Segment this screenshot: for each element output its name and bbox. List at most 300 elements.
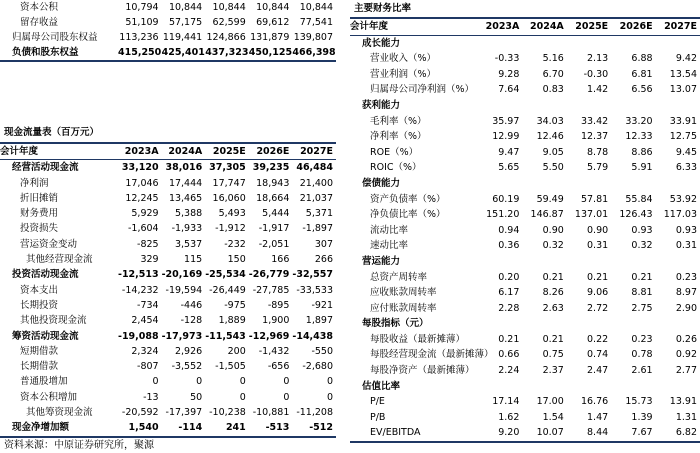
row-value: -20,592 xyxy=(121,407,159,419)
row-label: P/B xyxy=(370,411,386,423)
row-label: 长期投资 xyxy=(20,299,59,311)
row-value: 33,120 xyxy=(121,162,159,174)
row-label: 每股收益（最新摊薄） xyxy=(370,333,466,345)
row-value: -1,917 xyxy=(258,223,290,235)
row-value: -14,438 xyxy=(292,330,333,342)
row-value: 10,844 xyxy=(256,2,290,13)
row-value: 17,046 xyxy=(125,177,159,189)
row-value: 131,879 xyxy=(250,32,290,43)
row-value: 59.49 xyxy=(536,193,564,205)
row-value: 12.33 xyxy=(625,131,653,143)
table-row xyxy=(350,51,700,67)
table-row xyxy=(350,332,700,348)
row-value: -19,088 xyxy=(118,330,159,342)
table-row xyxy=(0,298,336,313)
row-label: 投资损失 xyxy=(20,223,59,235)
row-value: 0.21 xyxy=(498,333,520,345)
row-label: 每股经营现金流（最新摊薄） xyxy=(370,349,494,361)
row-value: 7.64 xyxy=(498,84,520,96)
row-value: -1,604 xyxy=(127,223,159,235)
row-value: 9.06 xyxy=(587,287,609,299)
row-value: -807 xyxy=(137,361,159,373)
row-label: 资本公积 xyxy=(20,2,59,13)
row-value: 6.56 xyxy=(631,84,653,96)
row-value: -3,552 xyxy=(171,361,203,373)
row-label: 现金净增加额 xyxy=(0,420,118,436)
row-value: 5.65 xyxy=(498,162,520,174)
row-value: 8.78 xyxy=(587,146,609,158)
row-label: 资本支出 xyxy=(20,284,59,296)
section-heading: 偿债能力 xyxy=(362,177,401,189)
table-row xyxy=(350,145,700,161)
table-row xyxy=(350,270,700,286)
row-value: 0.21 xyxy=(631,271,653,283)
row-value: -1,933 xyxy=(171,223,203,235)
row-value: 13.91 xyxy=(669,396,697,408)
header-year: 2024A xyxy=(522,18,566,35)
row-value: 1.39 xyxy=(631,411,653,423)
row-value: 34.03 xyxy=(536,115,564,127)
row-value: 17.00 xyxy=(536,396,564,408)
header-label: 会计年度 xyxy=(0,143,118,160)
row-value: -921 xyxy=(311,299,333,311)
table-row xyxy=(350,160,700,176)
row-value: -512 xyxy=(292,420,336,436)
table-row xyxy=(350,394,700,410)
row-value: 17,747 xyxy=(212,177,246,189)
row-value: 0.92 xyxy=(675,349,697,361)
row-value: 9.20 xyxy=(478,425,522,442)
row-value: 15.73 xyxy=(625,396,653,408)
row-value: -550 xyxy=(311,345,333,357)
header-year: 2025E xyxy=(205,143,249,160)
section-heading: 成长能力 xyxy=(362,37,401,49)
row-value: 50 xyxy=(190,391,203,403)
row-value: 1,540 xyxy=(118,420,162,436)
row-value: 17.14 xyxy=(492,396,520,408)
row-value: 200 xyxy=(227,345,246,357)
row-value: -232 xyxy=(224,238,246,250)
section-heading: 每股指标（元） xyxy=(362,318,429,330)
table-row xyxy=(350,35,700,51)
row-value: 57,175 xyxy=(168,17,203,28)
row-value: 0.32 xyxy=(542,240,564,252)
ratios-panel xyxy=(350,17,700,443)
row-label: 负债和股东权益 xyxy=(0,45,118,61)
balance-table xyxy=(0,0,336,62)
row-label: 营业收入（%） xyxy=(370,53,437,65)
table-row xyxy=(350,129,700,145)
row-label: 应收账款周转率 xyxy=(370,287,437,299)
row-value: 1.54 xyxy=(542,411,564,423)
cashflow-title: 现金流量表（百万元） xyxy=(4,127,100,138)
cashflow-table xyxy=(0,142,336,438)
table-row xyxy=(0,206,336,221)
row-value: 0.26 xyxy=(675,333,697,345)
row-value: 0 xyxy=(239,391,246,403)
row-label: 普通股增加 xyxy=(20,376,68,388)
table-row xyxy=(0,359,336,374)
row-value: -1,897 xyxy=(302,223,333,235)
row-label: 其他筹资现金流 xyxy=(26,407,93,419)
row-label: P/E xyxy=(370,396,385,408)
row-value: 8.97 xyxy=(675,287,697,299)
row-value: 1.47 xyxy=(587,411,609,423)
row-value: 0.21 xyxy=(542,333,564,345)
row-value: -13 xyxy=(143,391,159,403)
table-row xyxy=(350,67,700,83)
row-value: -11,208 xyxy=(296,407,333,419)
row-label: 流动比率 xyxy=(370,224,409,236)
row-value: 60.19 xyxy=(492,193,520,205)
row-value: 0 xyxy=(283,391,290,403)
row-value: 6.88 xyxy=(631,53,653,65)
table-row xyxy=(350,410,700,426)
table-row xyxy=(0,329,336,344)
header-year: 2026E xyxy=(611,18,655,35)
row-value: 62,599 xyxy=(212,17,246,28)
table-row xyxy=(350,285,700,301)
row-value: 0 xyxy=(152,376,159,388)
row-value: 0.74 xyxy=(587,349,609,361)
row-value: 9.28 xyxy=(498,68,520,80)
row-value: 425,401 xyxy=(162,45,206,61)
row-value: 5,493 xyxy=(218,208,246,220)
section-heading: 估值比率 xyxy=(362,380,401,392)
row-value: 0.23 xyxy=(631,333,653,345)
row-value: 55.84 xyxy=(625,193,653,205)
row-value: -14,232 xyxy=(121,284,159,296)
row-value: 151.20 xyxy=(486,209,520,221)
row-value: -11,543 xyxy=(205,330,246,342)
row-label: 归属母公司净利润（%） xyxy=(370,84,475,96)
row-value: 0.90 xyxy=(587,224,609,236)
row-value: 0 xyxy=(196,376,203,388)
row-value: 7.67 xyxy=(611,425,655,442)
row-value: 8.44 xyxy=(567,425,611,442)
row-value: 266 xyxy=(314,254,333,266)
row-label: 应付账款周转率 xyxy=(370,302,437,314)
row-value: 2.77 xyxy=(675,365,697,377)
row-value: 0 xyxy=(283,376,290,388)
row-value: 119,441 xyxy=(162,32,203,43)
table-row xyxy=(0,191,336,206)
table-row xyxy=(0,344,336,359)
row-value: -114 xyxy=(162,420,206,436)
row-value: -1,912 xyxy=(215,223,246,235)
row-value: -975 xyxy=(224,299,246,311)
table-row xyxy=(350,82,700,98)
row-label: 其他投资现金流 xyxy=(20,315,87,327)
row-value: 0.32 xyxy=(631,240,653,252)
row-value: 126.43 xyxy=(619,209,653,221)
row-value: 0.93 xyxy=(631,224,653,236)
row-value: 307 xyxy=(314,238,333,250)
table-row xyxy=(0,374,336,389)
row-value: 3,537 xyxy=(174,238,203,250)
table-row xyxy=(350,316,700,332)
table-row xyxy=(0,30,336,45)
table-row xyxy=(350,363,700,379)
table-row xyxy=(350,114,700,130)
row-value: 18,943 xyxy=(256,177,290,189)
row-value: 2,324 xyxy=(131,345,159,357)
table-row xyxy=(0,267,336,282)
header-year: 2024A xyxy=(162,143,206,160)
table-row xyxy=(350,238,700,254)
row-value: 0.93 xyxy=(675,224,697,236)
row-label: 留存收益 xyxy=(20,17,59,28)
table-row xyxy=(350,223,700,239)
source-note: 资料来源：中原证券研究所，聚源 xyxy=(4,440,154,451)
row-value: -17,397 xyxy=(165,407,203,419)
row-value: 0.75 xyxy=(542,349,564,361)
row-label: 净负债比率（%） xyxy=(370,209,446,221)
table-row xyxy=(350,176,700,192)
row-value: 37,305 xyxy=(209,162,246,174)
row-value: 6.70 xyxy=(542,68,564,80)
row-value: 139,807 xyxy=(293,32,333,43)
row-value: 13,465 xyxy=(168,192,203,204)
row-value: 2.61 xyxy=(631,365,653,377)
row-value: -17,973 xyxy=(161,330,203,342)
header-year: 2027E xyxy=(292,143,336,160)
row-value: 33.42 xyxy=(580,115,609,127)
row-value: 12.46 xyxy=(536,131,564,143)
row-value: 1,900 xyxy=(262,315,290,327)
row-value: -2,680 xyxy=(302,361,333,373)
row-value: 33.20 xyxy=(625,115,653,127)
table-row xyxy=(0,221,336,236)
row-value: -825 xyxy=(137,238,159,250)
table-row xyxy=(350,379,700,395)
header-year: 2023A xyxy=(118,143,162,160)
row-value: 16.76 xyxy=(580,396,609,408)
table-row xyxy=(350,192,700,208)
row-value: -12,969 xyxy=(248,330,290,342)
row-value: 6.33 xyxy=(675,162,697,174)
row-label: ROIC（%） xyxy=(370,162,422,174)
row-value: 10,844 xyxy=(299,2,333,13)
header-year: 2023A xyxy=(478,18,522,35)
row-value: 5,371 xyxy=(305,208,333,220)
row-value: 2.24 xyxy=(498,365,520,377)
row-value: -734 xyxy=(137,299,159,311)
row-value: -10,238 xyxy=(209,407,246,419)
table-row xyxy=(350,425,700,442)
row-value: 113,236 xyxy=(119,32,159,43)
table-row xyxy=(350,207,700,223)
row-label: 长期借款 xyxy=(20,361,59,373)
row-value: 5.16 xyxy=(542,53,564,65)
row-value: 6.82 xyxy=(656,425,700,442)
table-row xyxy=(350,98,700,114)
row-value: -2,051 xyxy=(258,238,290,250)
row-label: 归属母公司股东权益 xyxy=(12,32,98,43)
table-row xyxy=(350,347,700,363)
row-label: 短期借款 xyxy=(20,345,59,357)
row-value: 13.07 xyxy=(669,84,697,96)
balance-sheet-tail xyxy=(0,0,336,62)
row-value: 6.17 xyxy=(498,287,520,299)
row-value: 8.81 xyxy=(631,287,653,299)
cashflow-panel xyxy=(0,142,336,438)
row-value: 5,929 xyxy=(131,208,159,220)
row-value: 1.42 xyxy=(587,84,609,96)
header-year: 2025E xyxy=(567,18,611,35)
row-value: 9.05 xyxy=(542,146,564,158)
row-value: -26,779 xyxy=(248,269,290,281)
row-value: 2.47 xyxy=(587,365,609,377)
row-value: 10.07 xyxy=(522,425,566,442)
row-value: 6.81 xyxy=(631,68,653,80)
row-label: 资产负债率（%） xyxy=(370,193,446,205)
row-value: -20,169 xyxy=(161,269,203,281)
table-row xyxy=(0,160,336,176)
row-value: -19,594 xyxy=(165,284,203,296)
table-header-row xyxy=(350,18,700,35)
row-value: 450,125 xyxy=(249,45,293,61)
row-value: 241 xyxy=(205,420,249,436)
row-value: 2.37 xyxy=(542,365,564,377)
row-value: 21,037 xyxy=(299,192,333,204)
row-value: -33,533 xyxy=(296,284,333,296)
table-header-row xyxy=(0,143,336,160)
row-value: 0.94 xyxy=(498,224,520,236)
row-value: 0 xyxy=(326,391,333,403)
row-value: 5.91 xyxy=(631,162,653,174)
row-value: 46,484 xyxy=(296,162,333,174)
row-value: 17,444 xyxy=(168,177,203,189)
row-value: 2.72 xyxy=(587,302,609,314)
ratios-title: 主要财务比率 xyxy=(354,3,412,14)
row-label: EV/EBITDA xyxy=(350,425,478,442)
row-value: 16,060 xyxy=(212,192,246,204)
row-value: 0.78 xyxy=(631,349,653,361)
row-value: 1.31 xyxy=(675,411,697,423)
table-row xyxy=(0,390,336,405)
row-value: 150 xyxy=(227,254,246,266)
section-heading: 获利能力 xyxy=(362,99,401,111)
row-value: 0.36 xyxy=(498,240,520,252)
row-value: -27,785 xyxy=(252,284,290,296)
row-value: 12.99 xyxy=(492,131,520,143)
row-value: 1,897 xyxy=(305,315,333,327)
row-value: 0.23 xyxy=(675,271,697,283)
row-value: -1,505 xyxy=(215,361,246,373)
row-label: 其他经营现金流 xyxy=(26,254,93,266)
row-value: 57.81 xyxy=(580,193,609,205)
row-value: 2.13 xyxy=(587,53,609,65)
row-label: 筹资活动现金流 xyxy=(12,330,79,342)
row-value: -25,534 xyxy=(205,269,246,281)
row-value: 13.54 xyxy=(669,68,697,80)
row-value: 166 xyxy=(271,254,290,266)
row-value: -0.30 xyxy=(583,68,609,80)
row-label: 毛利率（%） xyxy=(370,115,427,127)
row-value: 5,444 xyxy=(262,208,290,220)
row-value: 2.63 xyxy=(542,302,564,314)
row-value: 1,889 xyxy=(218,315,246,327)
row-value: 117.03 xyxy=(663,209,697,221)
table-row xyxy=(0,283,336,298)
row-value: 466,398 xyxy=(292,45,336,61)
row-value: 0 xyxy=(326,376,333,388)
row-value: 0.20 xyxy=(498,271,520,283)
row-value: 8.86 xyxy=(631,146,653,158)
row-value: 2,454 xyxy=(131,315,159,327)
row-value: 33.91 xyxy=(669,115,697,127)
row-value: 10,844 xyxy=(168,2,203,13)
row-value: 2,926 xyxy=(174,345,203,357)
row-value: 12.37 xyxy=(580,131,609,143)
row-value: 0.21 xyxy=(542,271,564,283)
row-label: 速动比率 xyxy=(370,240,409,252)
table-row xyxy=(350,254,700,270)
row-value: 0.22 xyxy=(587,333,609,345)
row-value: 0.21 xyxy=(587,271,609,283)
header-year: 2027E xyxy=(656,18,700,35)
row-value: 2.75 xyxy=(631,302,653,314)
row-value: -32,557 xyxy=(292,269,333,281)
row-value: -1,432 xyxy=(258,345,290,357)
row-value: 39,235 xyxy=(252,162,290,174)
row-value: 9.45 xyxy=(675,146,697,158)
row-value: -128 xyxy=(180,315,203,327)
row-label: 投资活动现金流 xyxy=(12,269,79,281)
row-value: 1.62 xyxy=(498,411,520,423)
row-value: 5,388 xyxy=(174,208,203,220)
row-value: 5.50 xyxy=(542,162,564,174)
row-label: 营业利润（%） xyxy=(370,68,437,80)
row-label: 资本公积增加 xyxy=(20,391,78,403)
row-value: 0.31 xyxy=(675,240,697,252)
row-value: 2.28 xyxy=(498,302,520,314)
section-heading: 营运能力 xyxy=(362,255,401,267)
row-value: 0.66 xyxy=(498,349,520,361)
row-value: 35.97 xyxy=(492,115,520,127)
row-value: 124,866 xyxy=(206,32,246,43)
table-row xyxy=(0,405,336,420)
row-label: ROE（%） xyxy=(370,146,419,158)
row-value: -0.33 xyxy=(494,53,520,65)
row-value: 38,016 xyxy=(165,162,203,174)
row-label: 折旧摊销 xyxy=(20,192,59,204)
row-label: 每股净资产（最新摊薄） xyxy=(370,365,475,377)
row-value: 415,250 xyxy=(118,45,162,61)
row-value: 329 xyxy=(140,254,159,266)
ratios-table xyxy=(350,17,700,443)
row-value: -895 xyxy=(267,299,290,311)
row-value: 0.90 xyxy=(542,224,564,236)
table-row xyxy=(0,252,336,267)
row-label: 总资产周转率 xyxy=(370,271,428,283)
row-value: 437,323 xyxy=(205,45,249,61)
row-label: 净利润 xyxy=(20,177,49,189)
row-value: 77,541 xyxy=(299,17,333,28)
row-value: -656 xyxy=(267,361,290,373)
row-value: 146.87 xyxy=(530,209,564,221)
table-row xyxy=(0,176,336,191)
table-row xyxy=(0,420,336,436)
row-value: -10,881 xyxy=(252,407,290,419)
row-value: 10,844 xyxy=(212,2,246,13)
row-value: -26,449 xyxy=(209,284,246,296)
table-row xyxy=(0,237,336,252)
row-value: 10,794 xyxy=(125,2,159,13)
row-value: 8.26 xyxy=(542,287,564,299)
row-value: 2.90 xyxy=(675,302,697,314)
